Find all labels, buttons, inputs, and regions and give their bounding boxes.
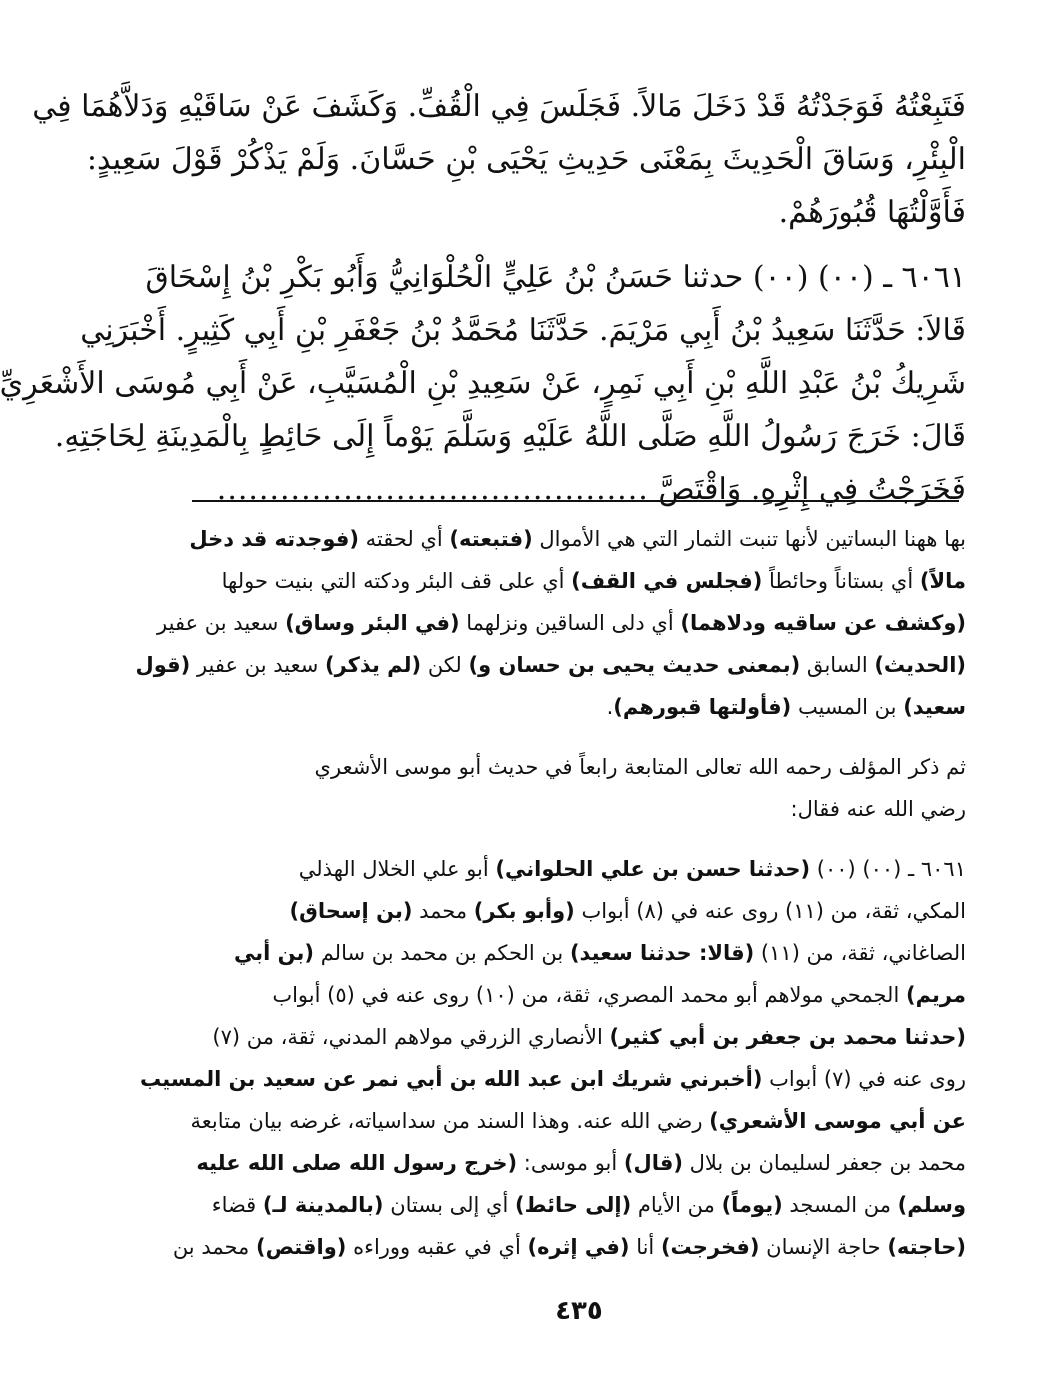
- commentary-run: من الأيام: [631, 1193, 722, 1217]
- quoted-matn-text: (في البئر وساق): [285, 611, 460, 635]
- commentary-run: ثم ذكر المؤلف رحمه الله تعالى المتابعة رابعاً في حديث أبو موسى الأشعري: [314, 755, 966, 779]
- commentary-run: بن المسيب: [791, 695, 904, 719]
- commentary-run: بن الحكم بن محمد بن سالم: [314, 941, 570, 965]
- commentary-run: أي على قف البئر ودكته التي بنيت حولها: [221, 569, 572, 593]
- quoted-matn-text: (وأبو بكر): [473, 899, 575, 923]
- quoted-matn-text: (فوجدته قد دخل: [189, 527, 359, 551]
- hadith-text: [0, 80, 966, 516]
- ellipsis-dots: .........................................: [216, 472, 649, 507]
- commentary-run: أبو علي الخلال الهذلي: [298, 857, 496, 881]
- hadith-line: قَالاَ: حَدَّثَنَا سَعِيدُ بْنُ أَبِي مَرْيَمَ. حَدَّثَنَا مُحَمَّدُ بْنُ جَعْفَرِ بْنِ أَبِي كَثِيرٍ. أَخْبَرَنِي: [80, 313, 966, 348]
- commentary-run: .: [606, 695, 614, 719]
- commentary-run: الجمحي مولاهم أبو محمد المصري، ثقة، من (١٠) روى عنه في (٥) أبواب: [272, 983, 906, 1007]
- quoted-matn-text: (فتبعته): [449, 527, 533, 551]
- commentary-run: الصاغاني، ثقة، من (١١): [754, 941, 966, 965]
- hadith-line-text: فَخَرَجْتُ فِي إِثْرِهِ. وَاقْتَصَّ: [658, 472, 966, 507]
- quoted-matn-text: (إلى حائط): [515, 1193, 632, 1217]
- quoted-matn-text: (أخبرني شريك ابن عبد الله بن أبي نمر عن سعيد بن المسيب: [140, 1067, 763, 1091]
- quoted-matn-text: (بمعنى حديث يحيى بن حسان و): [468, 653, 801, 677]
- quoted-matn-text: (وكشف عن ساقيه ودلاهما): [680, 611, 966, 635]
- quoted-matn-text: (حاجته): [887, 1235, 966, 1259]
- quoted-matn-text: (بن إسحاق): [289, 899, 413, 923]
- commentary-run: حاجة الإنسان: [759, 1235, 888, 1259]
- commentary-run: روى عنه في (٧) أبواب: [762, 1067, 966, 1091]
- hadith-line: الْبِئْرِ، وَسَاقَ الْحَدِيثَ بِمَعْنَى حَدِيثِ يَحْيَى بْنِ حَسَّانَ. وَلَمْ يَذْكُرْ قَوْلَ سَعِيدٍ:: [86, 142, 966, 177]
- quoted-matn-text: (في إثره): [527, 1235, 630, 1259]
- commentary-run: سعيد بن عفير: [157, 611, 286, 635]
- commentary-run: الأنصاري الزرقي مولاهم المدني، ثقة، من (٧): [212, 1025, 610, 1049]
- quoted-matn-text: (يوماً): [721, 1193, 783, 1217]
- commentary-run: بها ههنا البساتين لأنها تنبت الثمار التي هي الأموال: [532, 527, 966, 551]
- commentary-text: [135, 518, 966, 1268]
- commentary-run: أي إلى بستان: [383, 1193, 515, 1217]
- quoted-matn-text: (بن أبي: [233, 941, 315, 965]
- commentary-line: [140, 1058, 966, 1100]
- commentary-line: [189, 518, 966, 560]
- quoted-matn-text: (حدثنا محمد بن جعفر بن أبي كثير): [609, 1025, 966, 1049]
- commentary-line: [192, 1184, 966, 1226]
- quoted-matn-text: (بالمدينة لـ): [262, 1193, 384, 1217]
- commentary-line: [135, 644, 966, 686]
- hadith-line: شَرِيكُ بْنُ عَبْدِ اللَّهِ بْنِ أَبِي نَمِرٍ، عَنْ سَعِيدِ بْنِ الْمُسَيَّبِ، عَنْ أَبِي مُوسَى الأَشْعَرِيِّ: [0, 366, 966, 401]
- commentary-line: [192, 560, 966, 602]
- quoted-matn-text: مالاً): [919, 569, 966, 593]
- commentary-line: [192, 890, 966, 932]
- commentary-run: السابق: [800, 653, 875, 677]
- commentary-line: [192, 974, 966, 1016]
- commentary-run: المكي، ثقة، من (١١) روى عنه في (٨) أبواب: [574, 899, 966, 923]
- commentary-run: رضي الله عنه فقال:: [790, 797, 966, 821]
- quoted-matn-text: (حدثنا حسن بن علي الحلواني): [495, 857, 811, 881]
- commentary-run: أي في عقبه ووراءه: [346, 1235, 528, 1259]
- commentary-line: [192, 746, 966, 788]
- commentary-run: سعيد بن عفير: [190, 653, 325, 677]
- page-number: ٤٣٥: [555, 1296, 603, 1326]
- commentary-line: [157, 602, 966, 644]
- commentary-run: أي دلى الساقين ونزلهما: [459, 611, 681, 635]
- quoted-matn-text: (الحديث): [874, 653, 966, 677]
- commentary-run: محمد: [412, 899, 474, 923]
- commentary-run: أنا: [629, 1235, 661, 1259]
- commentary-run: أي لحقته: [358, 527, 450, 551]
- commentary-run: محمد بن: [172, 1235, 256, 1259]
- commentary-paragraph-3: [140, 848, 966, 1268]
- hadith-line: فَتَبِعْتُهُ فَوَجَدْتُهُ قَدْ دَخَلَ مَالاً. فَجَلَسَ فِي الْقُفِّ. وَكَشَفَ عَنْ سَاقَيْهِ وَدَلاَّهُمَا فِي: [32, 89, 966, 124]
- hadith-line: ٦٠٦١ ـ (٠٠) (٠٠) حدثنا حَسَنُ بْنُ عَلِيٍّ الْحُلْوَانِيُّ وَأَبُو بَكْرِ بْنُ إِسْحَاقَ: [145, 260, 966, 295]
- quoted-matn-text: (فخرجت): [660, 1235, 760, 1259]
- hadith-line: فَأَوَّلْتُهَا قُبُورَهُمْ.: [778, 195, 966, 230]
- commentary-paragraph-2: [192, 746, 966, 830]
- quoted-matn-text: (لم يذكر): [324, 653, 422, 677]
- commentary-paragraph-1: [135, 518, 966, 728]
- quoted-matn-text: (قال): [623, 1151, 683, 1175]
- commentary-run: رضي الله عنه. وهذا السند من سداسياته، غرضه بيان متابعة: [190, 1109, 710, 1133]
- commentary-line: [192, 1016, 966, 1058]
- quoted-matn-text: (خرج رسول الله صلى الله عليه: [196, 1151, 518, 1175]
- commentary-line: [192, 686, 966, 728]
- quoted-matn-text: (واقتص): [255, 1235, 347, 1259]
- commentary-run: ٦٠٦١ ـ (٠٠) (٠٠): [810, 857, 966, 881]
- commentary-line: [192, 1142, 966, 1184]
- commentary-line: [192, 848, 966, 890]
- commentary-run: من المسجد: [782, 1193, 898, 1217]
- commentary-run: أي بستاناً وحائطاً: [762, 569, 920, 593]
- quoted-matn-text: وسلم): [897, 1193, 966, 1217]
- commentary-run: محمد بن جعفر لسليمان بن بلال: [682, 1151, 966, 1175]
- footnote-divider: [192, 500, 959, 502]
- quoted-matn-text: (فأولتها قبورهم): [613, 695, 792, 719]
- quoted-matn-text: عن أبي موسى الأشعري): [709, 1109, 966, 1133]
- commentary-line: [192, 788, 966, 830]
- quoted-matn-text: (قالا: حدثنا سعيد): [569, 941, 755, 965]
- quoted-matn-text: (قول: [135, 653, 191, 677]
- hadith-line: قَالَ: خَرَجَ رَسُولُ اللَّهِ صَلَّى اللَّهُ عَلَيْهِ وَسَلَّمَ يَوْماً إِلَى حَائِطٍ بِالْمَدِينَةِ لِحَاجَتِهِ.: [54, 419, 966, 454]
- hadith-paragraph-1: [32, 80, 966, 239]
- commentary-run: أبو موسى:: [517, 1151, 624, 1175]
- hadith-paragraph-2: [0, 251, 966, 516]
- hadith-last-line: [192, 463, 966, 516]
- quoted-matn-text: مريم): [905, 983, 966, 1007]
- commentary-run: لكن: [421, 653, 469, 677]
- commentary-run: قضاء: [211, 1193, 263, 1217]
- quoted-matn-text: سعيد): [903, 695, 966, 719]
- commentary-line: [192, 932, 966, 974]
- commentary-line: [192, 1100, 966, 1142]
- quoted-matn-text: (فجلس في القف): [571, 569, 763, 593]
- commentary-line: [172, 1226, 966, 1268]
